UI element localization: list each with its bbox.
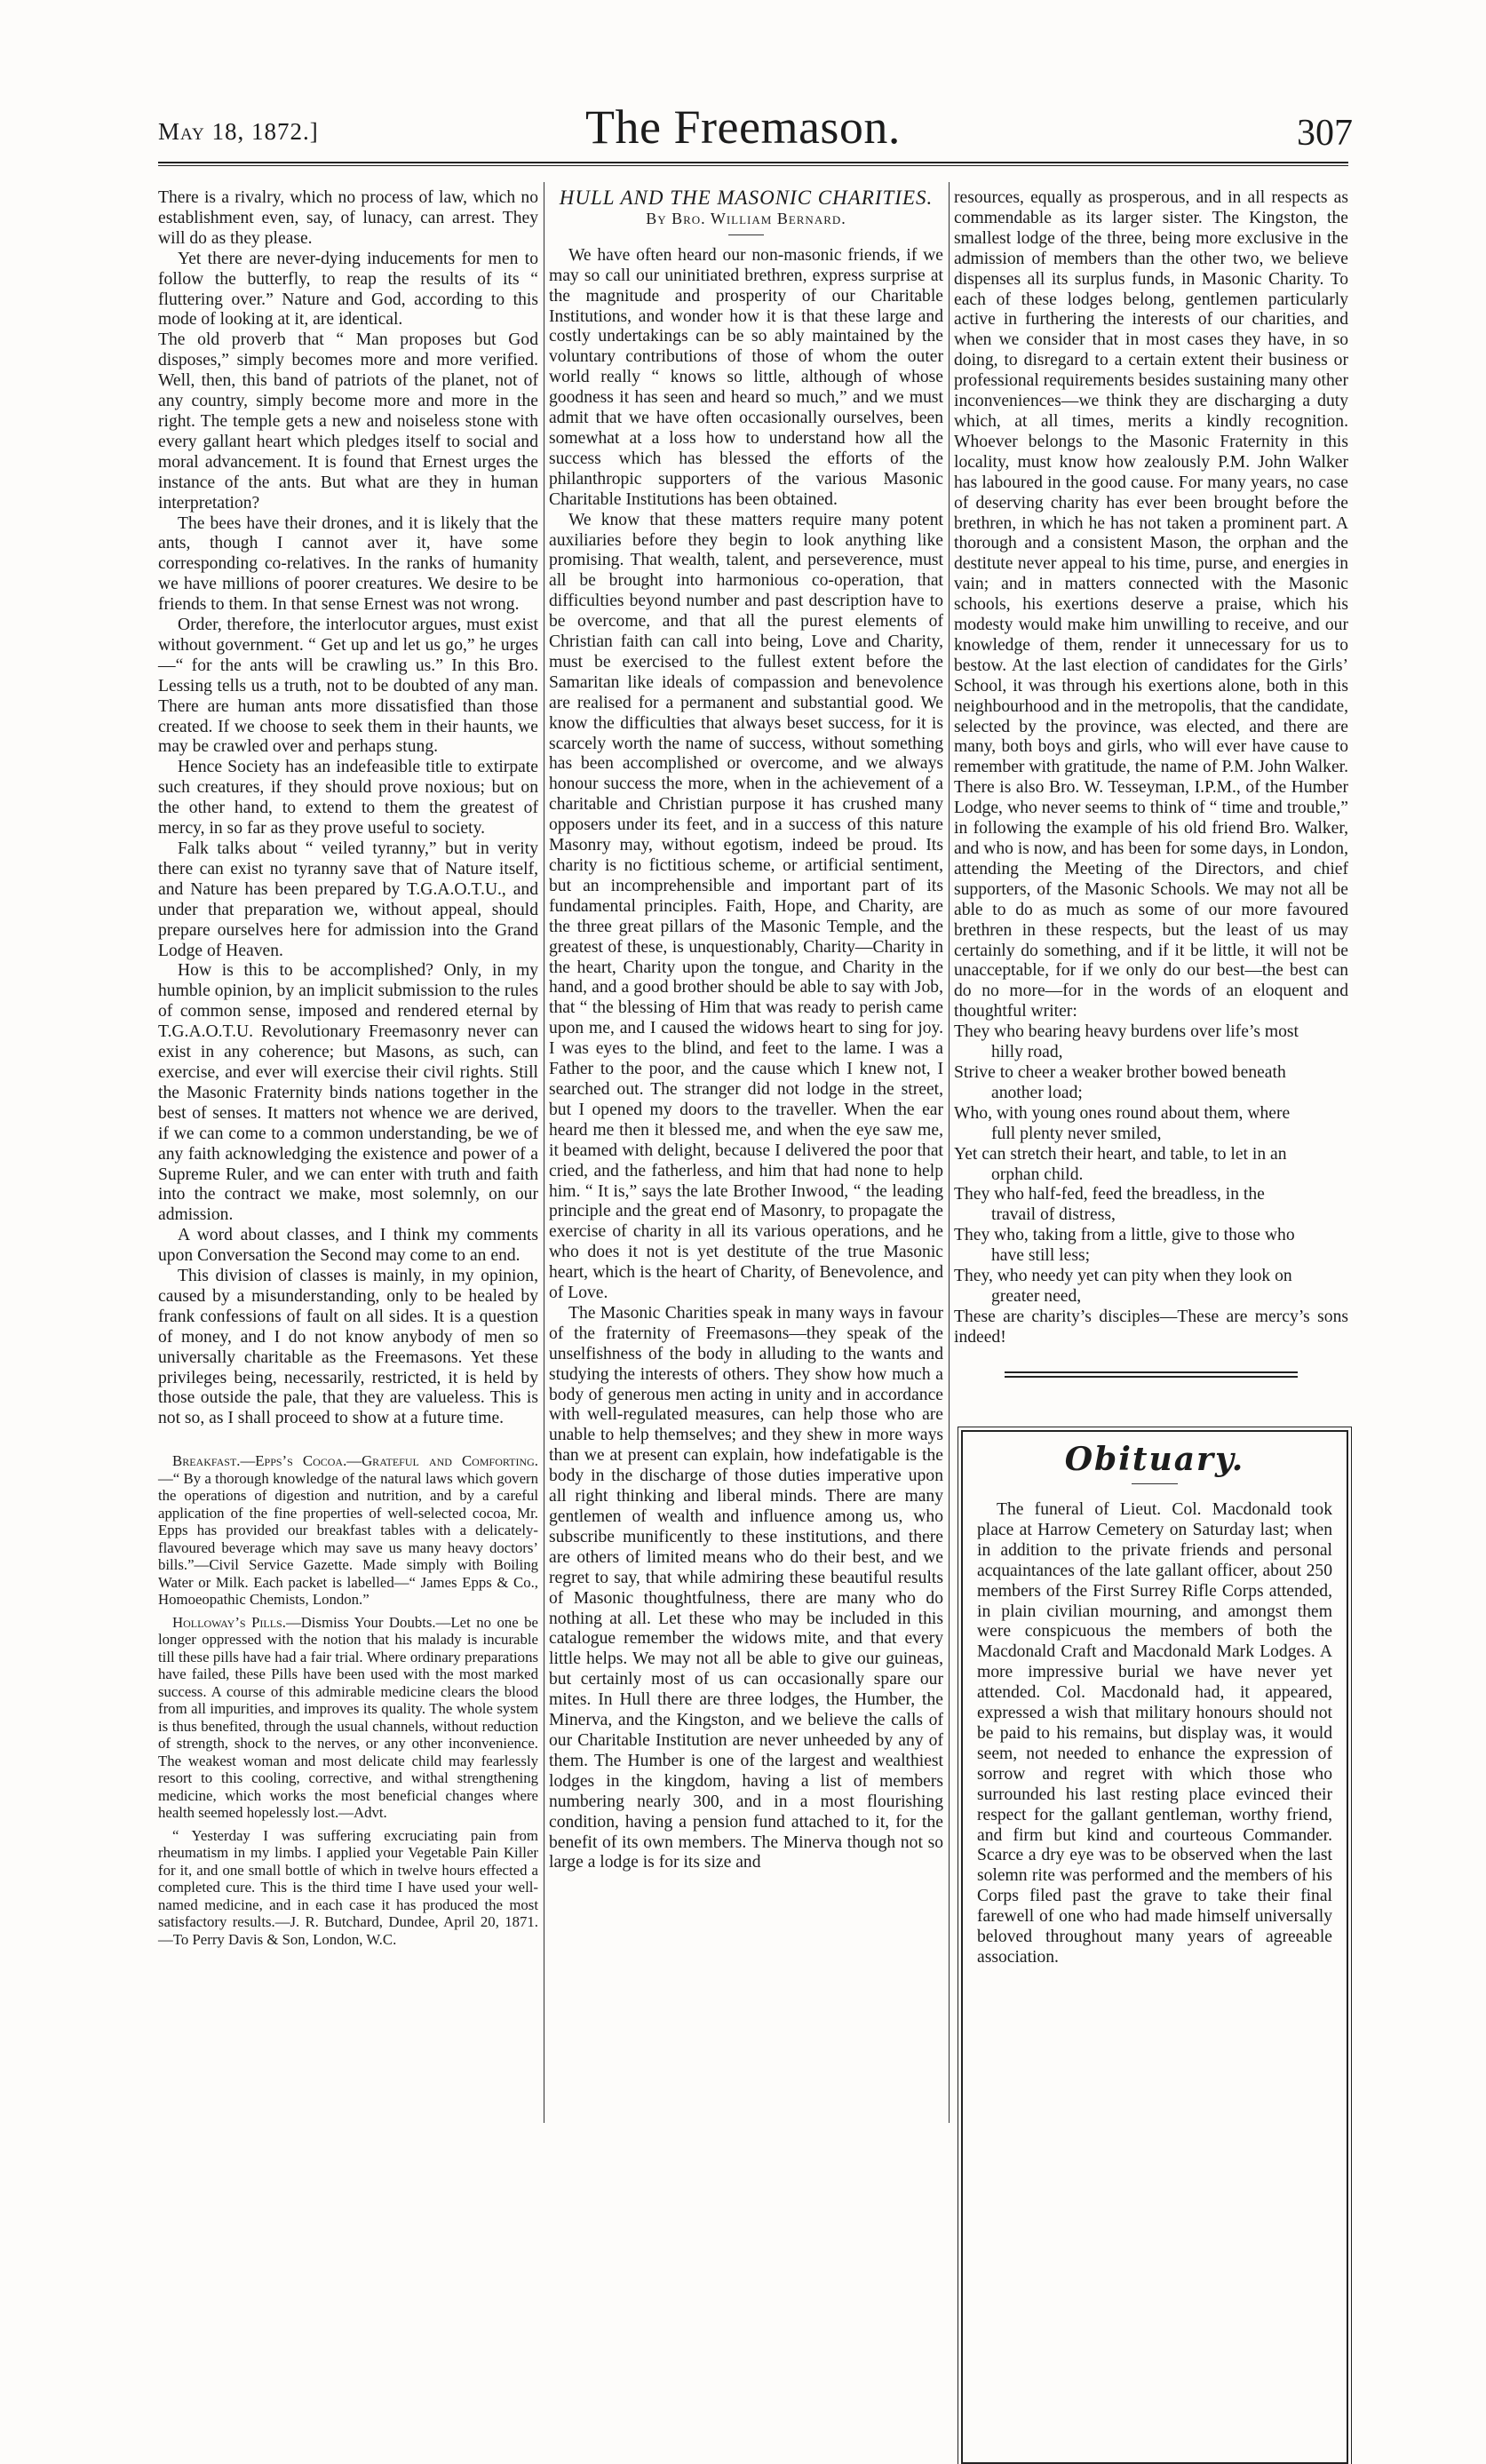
poem-line: They who bearing heavy burdens over life’s most	[954, 1022, 1299, 1042]
ad-body: —“ By a thorough knowledge of the natural laws which govern the operations of digestion and nutrition, and by a careful application of the fine properties of well-selected cocoa, Mr. Epps has provided our breakfast tables with a delicately-flavoured beverage which may save us many heavy doctors’ bills.”—Civil Service Gazette. Made simply with Boiling Water or Milk. Each packet is labelled—“ James Epps & Co., Homoeopathic Chemists, London.”	[158, 1469, 538, 1609]
poem	[954, 1022, 1348, 1348]
paragraph: We have often heard our non-masonic friends, if we may so call our uninitiated brethren, express surprise at the magnitude and prosperity of our Charitable Institutions, and wonder how it is that these large and costly undertakings can be so ably maintained by the voluntary contributions of those of whom the outer world really “ knows so little, although of whose goodness it has seen and heard so much,” and we must admit that we have often occasionally ourselves, been somewhat at a loss how to understand how all the success which has blessed the efforts of the philanthropic supporters of the various Masonic Charitable Institutions has been obtained.	[549, 245, 943, 509]
section-double-rule	[1005, 1371, 1298, 1378]
header-rule-thin	[158, 165, 1348, 166]
paragraph: Falk talks about “ veiled tyranny,” but in verity there can exist no tyranny save that of Nature itself, and Nature has been prepared by T.G.A.O.T.U., and under that preparation we, without appeal, should prepare ourselves here for admission into the Grand Lodge of Heaven.	[158, 839, 538, 960]
paragraph: Yet there are never-dying inducements for men to follow the butterfly, to reap the results of its “ fluttering over.” Nature and God, according to this mode of looking at it, are identical.	[158, 249, 538, 330]
paragraph: There is a rivalry, which no process of law, which no establishment even, say, of lunacy, can arrest. They will do as they please.	[158, 188, 538, 248]
page-header	[0, 0, 1486, 160]
ad-heading: Holloway’s Pills.	[172, 1613, 286, 1631]
paragraph: This division of classes is mainly, in my opinion, caused by a misunderstanding, only to be healed by frank confessions of fault on all sides. It is a question of money, and I do not know anybody of men so universally charitable as the Freemasons. Yet these privileges being, necessarily, restricted, it is held by those outside the pale, that they are valueless. This is not so, as I shall proceed to show at a future time.	[158, 1267, 538, 1428]
poem-line: They who, taking from a little, give to those who	[954, 1226, 1295, 1245]
header-rule	[158, 162, 1348, 163]
paragraph: The funeral of Lieut. Col. Macdonald took place at Harrow Cemetery on Saturday last; when in addition to the private friends and personal acquaintances of the late gallant officer, about 250 members of the First Surrey Rifle Corps attended, in plain civilian mourning, and amongst them were conspicuous the members of both the Macdonald Craft and Macdonald Mark Lodges. A more impressive burial we have never yet attended. Col. Macdonald had, it appeared, expressed a wish that military honours should not be paid to his remains, but display was, it would seem, not needed to enhance the expression of sorrow and regret with which those who surrounded his last resting place evinced their respect for the gallant gentleman, worthy friend, and firm but kind and courteous Commander. Scarce a dry eye was to be observed when the last solemn rite was performed and the members of his Corps filed past the grave to take their final farewell of one who had made himself universally beloved throughout many years of agreeable association.	[977, 1500, 1332, 1967]
paragraph: The old proverb that “ Man proposes but God disposes,” simply becomes more and more verified. Well, then, this band of patriots of the planet, not of any country, simply become more and more in the right. The temple gets a new and noiseless stone with every gallant heart which pledges itself to social and moral advancement. It is found that Ernest urges the instance of the ants. But what are they in human interpretation?	[158, 330, 538, 513]
issue-date: May 18, 1872.]	[158, 118, 319, 145]
paragraph: The bees have their drones, and it is likely that the ants, though I cannot aver it, have some corresponding co-relatives. In the ranks of humanity we have millions of poorer creatures. We desire to be friends to them. In that sense Ernest was not wrong.	[158, 513, 538, 615]
poem-last-line: These are charity’s disciples—These are mercy’s sons indeed!	[954, 1307, 1348, 1347]
poem-line: have still less;	[991, 1246, 1091, 1266]
paragraph: We know that these matters require many potent auxiliaries before they begin to look anything like promising. That wealth, talent, and perseverence, must all be brought into harmonious co-operation, that difficulties beyond number and past description have to be overcome, and that all the purest elements of Christian faith can call into being, Love and Charity, must be exercised to the fullest extent before the Samaritan like ideals of compassion and benevolence are realised for a permanent and substantial good. We know the difficulties that always beset success, for it is scarcely worth the name of success, without something has been accomplished or overcome, and we always honour success the more, when in the achievement of a charitable and Christian purpose it has crushed many opposers under its feet, and in a success of this nature Masonry may, without egotism, indeed be proud. Its charity is no fictitious scheme, or artificial sentiment, but an incomprehensible and important part of its fundamental principles. Faith, Hope, and Charity, are the three great pillars of the Masonic Temple, and the greatest of these, is unquestionably, Charity—Charity in the heart, Charity upon the tongue, and Charity in the hand, and a good brother should be able to say with Job, that “ the blessing of Him that was ready to perish came upon me, and I caused the widows heart to sing for joy. I was eyes to the blind, and feet to the lame. I was a Father to the poor, and the cause which I knew not, I searched out. The stranger did not lodge in the street, but I opened my doors to the traveller. When the ear heard me then it blessed me, and when the eye saw me, it beamed with delight, because I delivered the poor that cried, and the fatherless, and him that had none to help him. “ It is,” says the late Brother Inwood, “ the leading principle and the great end of Masonry, to propagate the exercise of charity in all its various operations, and he who does it not is yet destitute of the true Masonic heart, which is the heart of Charity, of Benevolence, and of Love.	[549, 510, 943, 1303]
poem-line: another load;	[991, 1083, 1083, 1102]
advertisement	[158, 1827, 538, 1949]
ad-heading: Breakfast.—Epps’s Cocoa.—Grateful and Comforting.	[172, 1452, 538, 1470]
column-right	[954, 188, 1348, 1378]
obituary-body	[963, 1500, 1347, 1968]
poem-line: travail of distress,	[991, 1205, 1116, 1225]
paragraph: Hence Society has an indefeasible title to extirpate such creatures, if they should prove noxious; but on the other hand, to extend to them the greatest of mercy, in so far as they prove useful to society.	[158, 758, 538, 839]
column-middle	[549, 188, 943, 1873]
poem-line: orphan child.	[991, 1164, 1084, 1184]
page-number: 307	[1297, 113, 1353, 154]
poem-line: They who half-fed, feed the breadless, in the	[954, 1185, 1265, 1204]
paragraph: Order, therefore, the interlocutor argues, must exist without government. “ Get up and let us go,” he urges—“ for the ants will be crawling us.” In this Bro. Lessing tells us a truth, not to be doubted of any man. There are human ants more dissatisfied than those created. If we choose to seek them in their haunts, we may be crawled over and perhaps stung.	[158, 616, 538, 757]
paragraph: A word about classes, and I think my comments upon Conversation the Second may come to an end.	[158, 1226, 538, 1266]
advertisements	[158, 1452, 538, 1948]
title-rule	[728, 234, 764, 235]
masthead-title: The Freemason.	[585, 100, 901, 154]
poem-line: Who, with young ones round about them, where	[954, 1103, 1291, 1123]
poem-line: They, who needy yet can pity when they look on	[954, 1267, 1292, 1286]
obituary-rule	[1132, 1483, 1178, 1484]
paragraph: The Masonic Charities speak in many ways in favour of the fraternity of Freemasons—they speak of the unselfishness of the body in alluding to the wants and studying the interests of others. They show how much a body of generous men acting in unity and in accordance with well-regulated measures, can help those who are unable to help themselves; and they shew in more ways than we at present can explain, how indefatigable is the body in the discharge of those duties imperative upon all right thinking and liberal minds. There are many gentlemen of wealth and influence among us, who subscribe munificently to these institutions, and there are others of limited means who do their best, and we regret to say, that while admiring these beautiful results of Masonic thoughtfulness, there are many who do nothing at all. Let these who may be included in this catalogue remember the widows mite, and that every little helps. We may not all be able to give our guineas, but certainly most of us can occasionally spare our mites. In Hull there are three lodges, the Humber, the Minerva, and the Kingston, and we believe the calls of our Charitable Institution are never unheeded by any of them. The Humber is one of the largest and wealthiest lodges in the kingdom, having a list of members numbering nearly 300, and in a most flourishing condition, having a pension fund attached to it, for the benefit of its own members. The Minerva though not so large a lodge is for its size and	[549, 1303, 943, 1872]
column-divider	[949, 182, 950, 2123]
poem-line: Strive to cheer a weaker brother bowed beneath	[954, 1062, 1286, 1082]
poem-line: greater need,	[991, 1286, 1082, 1306]
ad-body: “ Yesterday I was suffering excruciating pain from rheumatism in my limbs. I applied your Vegetable Pain Killer for it, and one small bottle of which in twelve hours effected a completed cure. This is the third time I have used your well-named medicine, and in each case it has produced the most satisfactory results.—J. R. Butchard, Dundee, April 20, 1871.—To Perry Davis & Son, London, W.C.	[158, 1826, 538, 1948]
advertisement	[158, 1452, 538, 1609]
ad-body: —Dismiss Your Doubts.—Let no one be longer oppressed with the notion that his malady is incurable till these pills have had a fair trial. Where ordinary preparations have failed, these Pills have been used with the most marked success. A course of this admirable medicine clears the blood from all impurities, and improves its quality. The whole system is thus benefited, through the usual channels, without reduction of strength, shock to the nerves, or any other inconvenience. The weakest woman and most delicate child may fearlessly resort to this cooling, corrective, and withal strengthening medicine, which works the most beneficial changes where health seemed hopelessly lost.—Advt.	[158, 1613, 539, 1822]
paragraph: resources, equally as prosperous, and in all respects as commendable as its larger sister. The Kingston, the smallest lodge of the three, being more exclusive in the admission of members than the other two, we believe dispenses all its surplus funds, in Masonic Charity. To each of these lodges belong, gentlemen particularly active in furthering the interests of our charities, and when we consider that in most cases they have, in so doing, to disregard to a certain extent their business or professional requirements besides sustaining many other inconveniences—we think they are discharging a duty which, at all times, merits a kindly recognition. Whoever belongs to the Masonic Fraternity in this locality, must know how zealously P.M. John Walker has laboured in the good cause. For many years, no case of deserving charity has ever been brought before the brethren, in which he has not taken a prominent part. A thorough and a consistent Mason, the orphan and the destitute never appeal to his time, purse, and energies in vain; and in matters connected with the Masonic schools, his exertions deserve a praise, which his modesty would make him unwilling to receive, and our knowledge of them, render it unnecessary for us to bestow. At the last election of candidates for the Girls’ School, it was through his exertions alone, both in this neighbourhood and in the metropolis, that the candidate, selected by the province, was elected, and there are many, both boys and girls, who will ever have cause to remember with gratitude, the name of P.M. John Walker. There is also Bro. W. Tesseyman, I.P.M., of the Humber Lodge, who never seems to think of “ time and trouble,” in following the example of his old friend Bro. Walker, and who is now, and has been for some days, in London, attending the Meeting of the Directors, and chief supporters, of the Masonic Schools. We may not all be able to do as much as some of our more favoured brethren in these respects, but the least of us may certainly do something, and if it be little, it will not be unacceptable, for if we only do our best—the best can do no more—for in the words of an eloquent and thoughtful writer:	[954, 188, 1348, 1021]
poem-line: hilly road,	[991, 1043, 1063, 1062]
poem-line: full plenty never smiled,	[991, 1124, 1162, 1143]
obituary-box	[961, 1430, 1348, 2464]
paragraph: How is this to be accomplished? Only, in my humble opinion, by an implicit submission to the rules of common sense, imposed and rendered eternal by T.G.A.O.T.U. Revolutionary Freemasonry never can exist in any coherence; but Masons, as such, can exercise, and ever will exercise their civil rights. Still the Masonic Fraternity binds nations together in the best of senses. It matters not whence we are derived, if we can come to a common understanding, be we of any faith acknowledging the existence and power of a Supreme Ruler, and we can enter with truth and faith into the contract we make, most solemnly, on our admission.	[158, 961, 538, 1225]
obituary-heading: Obituary.	[1064, 1441, 1245, 1478]
column-left	[158, 188, 538, 1953]
poem-line: Yet can stretch their heart, and table, to let in an	[954, 1144, 1287, 1164]
article-title: HULL AND THE MASONIC CHARITIES.	[559, 187, 934, 209]
article-byline: By Bro. William Bernard.	[646, 209, 846, 227]
advertisement	[158, 1614, 538, 1822]
